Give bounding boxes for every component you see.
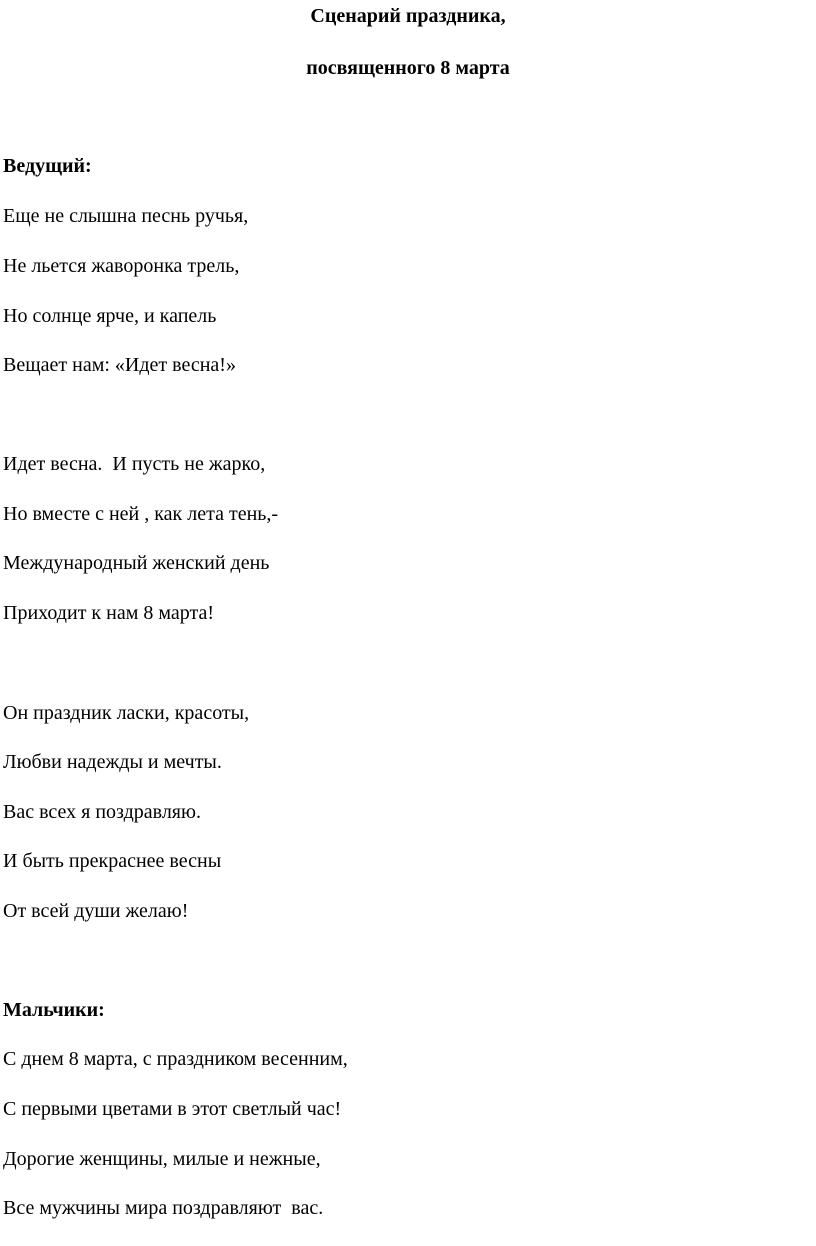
verse-line: Он праздник ласки, красоты, bbox=[3, 702, 250, 724]
verse-line: С днем 8 марта, с праздником весенним, bbox=[3, 1048, 348, 1070]
verse-line: И быть прекраснее весны bbox=[3, 850, 222, 872]
verse-line: Но солнце ярче, и капель bbox=[3, 305, 217, 327]
verse-line: С первыми цветами в этот светлый час! bbox=[3, 1098, 342, 1120]
verse-line: Еще не слышна песнь ручья, bbox=[3, 205, 249, 227]
verse-line: От всей души желаю! bbox=[3, 900, 189, 922]
verse-line: Любви надежды и мечты. bbox=[3, 751, 222, 773]
verse-line: Вас всех я поздравляю. bbox=[3, 801, 201, 823]
verse-line: Все мужчины мира поздравляют вас. bbox=[3, 1197, 324, 1219]
verse-line: Приходит к нам 8 марта! bbox=[3, 602, 215, 624]
verse-line: Идет весна. И пусть не жарко, bbox=[3, 453, 266, 475]
speaker-label-boys: Мальчики: bbox=[3, 999, 105, 1021]
speaker-label-host: Ведущий: bbox=[3, 155, 92, 177]
verse-line: Не льется жаворонка трель, bbox=[3, 255, 240, 277]
verse-line: Но вместе с ней , как лета тень,- bbox=[3, 503, 279, 525]
document-title-line-2: посвященного 8 марта bbox=[306, 57, 510, 79]
verse-line: Дорогие женщины, милые и нежные, bbox=[3, 1148, 321, 1170]
verse-line: Вещает нам: «Идет весна!» bbox=[3, 354, 236, 376]
verse-line: Международный женский день bbox=[3, 552, 270, 574]
document-title-line-1: Сценарий праздника, bbox=[310, 5, 506, 27]
